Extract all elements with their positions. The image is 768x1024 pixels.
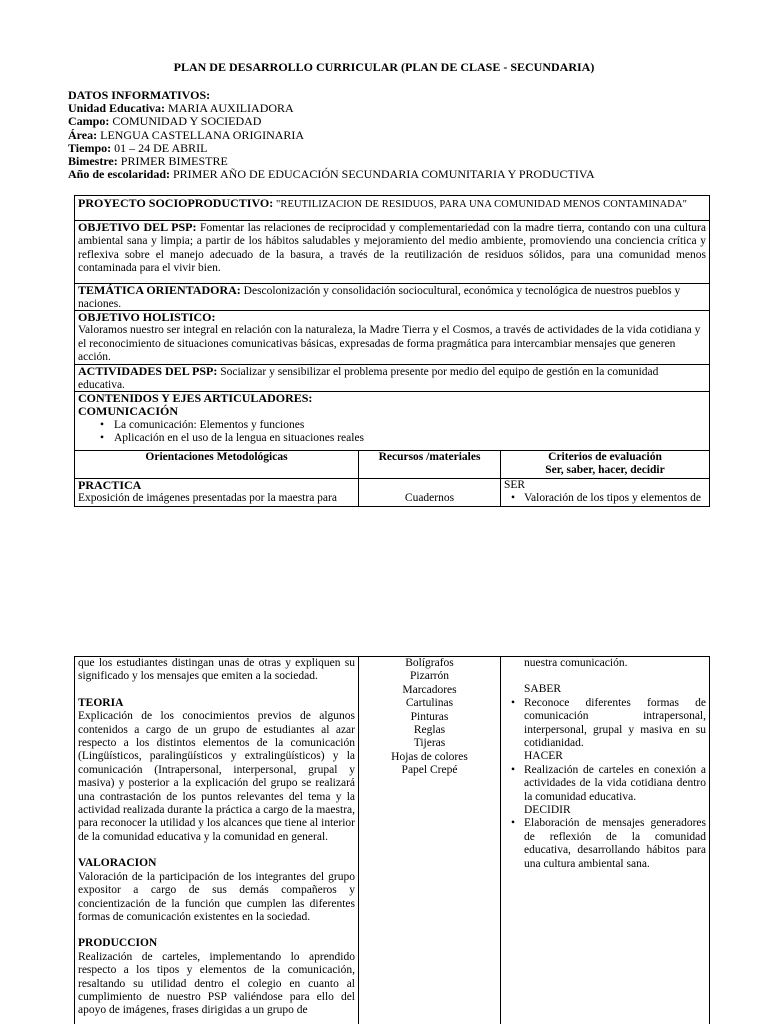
info-bimestre: Bimestre: PRIMER BIMESTRE [68, 154, 228, 169]
list-item: • Elaboración de mensajes generadores de reflexión de la comunidad educativa, desarrollando hábitos para una cultura ambiental sana. [524, 817, 706, 871]
objetivo-psp: OBJETIVO DEL PSP: Fomentar las relaciones de reciprocidad y complementariedad con la madre tierra, contando con una cultura ambiental sana y limpia; a partir de los hábitos saludables y mejoramiento del medio ambiente, promoviendo una conciencia crítica y reflexiva sobre el manejo adecuado de la basura, a través de la reutilización de residuos sólidos, para una comunidad menos contaminada para el vivir bien. [75, 221, 709, 284]
hacer-heading: HACER [524, 750, 563, 763]
info-tiempo: Tiempo: 01 – 24 DE ABRIL [68, 140, 208, 155]
columns-header-row [75, 450, 709, 478]
list-item: Pinturas [410, 710, 449, 723]
criterios-cell: SER • Valoración de los tipos y elementos de [501, 479, 709, 506]
plan-table-page-1 [74, 195, 710, 507]
list-item: • Reconoce diferentes formas de comunicación intrapersonal, interpersonal, grupal y masiva en su cotidianidad. [524, 697, 706, 751]
document-page-2 [0, 652, 768, 1024]
info-campo: Campo: COMUNIDAD Y SOCIEDAD [68, 114, 262, 129]
practica-cell: PRACTICA Exposición de imágenes presentadas por la maestra para [75, 479, 359, 506]
table-row [75, 478, 709, 506]
col-criterios-header: Criterios de evaluación Ser, saber, hacer, decidir [545, 451, 665, 477]
saber-heading: SABER [524, 683, 562, 696]
col-orientaciones-header: Orientaciones Metodológicas [75, 451, 359, 478]
recursos-cell [359, 657, 501, 1024]
info-ano-escolaridad: Año de escolaridad: PRIMER AÑO DE EDUCACIÓN SECUNDARIA COMUNITARIA Y PRODUCTIVA [68, 167, 595, 182]
info-heading: DATOS INFORMATIVOS: [68, 88, 211, 102]
list-item: • Aplicación en el uso de la lengua en situaciones reales [114, 432, 706, 445]
proyecto-socioproductivo: PROYECTO SOCIOPRODUCTIVO: "REUTILIZACION DE RESIDUOS, PARA UNA COMUNIDAD MENOS CONTAMINADA" [75, 196, 709, 221]
list-item: Tijeras [413, 737, 446, 750]
list-item: Reglas [413, 724, 446, 737]
teoria-heading: TEORIA [78, 696, 124, 709]
orientaciones-cell: que los estudiantes distingan unas de otras y expliquen su significado y los mensajes que emiten a la sociedad. TEORIA Explicación de los conocimientos previos de algunos contenidos a cargo de un grupo de estudiantes al azar respecto a los distintos elementos de la comunicación (Lingüísticos, paralingüísticos y extralingüísticos) y la comunicación (Intrapersonal, interpersonal, grupal y masiva) y posterior a la explicación del grupo se realizará una contrastación de los puntos relevantes del tema y la actividad realizada durante la práctica a cargo de la maestra, para reconocer la utilidad y los alcances que tiene al interior de la comunidad educativa y la comunidad en general. VALORACION Valoración de la participación de los integrantes del grupo expositor a cargo de sus demás compañeros y concientización de la función que cumplen las diferentes formas de comunicación existentes en la sociedad. PRODUCCION Realización de carteles, implementando lo aprendido respecto a los tipos y elementos de la comunicación, resaltando su utilidad dentro el colegio en cuanto al cumplimiento de nuestro PSP valiéndose para ello del apoyo de imágenes, frases dirigidas a un grupo de [75, 657, 359, 1024]
objetivo-holistico: OBJETIVO HOLISTICO: Valoramos nuestro ser integral en relación con la naturaleza, la Madre Tierra y el Cosmos, a través de actividades de la vida cotidiana y el reconocimiento de situaciones comunicativas básicas, expresadas de forma pragmática para intercambiar mensajes que generen acción. [75, 311, 709, 365]
info-unidad-educativa: Unidad Educativa: MARIA AUXILIADORA [68, 101, 294, 116]
list-item: • Realización de carteles en conexión a actividades de la vida cotidiana dentro la comunidad educativa. [524, 764, 706, 804]
list-item: • Valoración de los tipos y elementos de [524, 492, 706, 505]
list-item: Pizarrón [410, 670, 449, 683]
plan-table-page-2 [74, 656, 710, 1024]
decidir-heading: DECIDIR [524, 804, 571, 817]
list-item: • La comunicación: Elementos y funciones [114, 419, 706, 432]
criterios-cell: nuestra comunicación. SABER • Reconoce diferentes formas de comunicación intrapersonal, interpersonal, grupal y masiva en su cotidianidad. HACER • Realización de carteles en conexión a actividades de la vida cotidiana dentro la comunidad educativa. DECIDIR • Elaboración de mensajes generadores de reflexión de la comunidad educativa, desarrollando hábitos para una cultura ambiental sana. [501, 657, 709, 1024]
document-title: PLAN DE DESARROLLO CURRICULAR (PLAN DE CLASE - SECUNDARIA) [173, 60, 595, 74]
list-item: Bolígrafos [405, 657, 454, 669]
info-area: Área: LENGUA CASTELLANA ORIGINARIA [68, 127, 305, 142]
tematica-orientadora: TEMÁTICA ORIENTADORA: Descolonización y consolidación sociocultural, económica y tecnológica de nuestros pueblos y naciones. [75, 284, 709, 311]
list-item: Marcadores [402, 683, 457, 696]
list-item: Cartulinas [405, 697, 454, 710]
page-gap [0, 540, 768, 652]
actividades-psp: ACTIVIDADES DEL PSP: Socializar y sensibilizar el problema presente por medio del equipo de gestión en la comunidad educativa. [75, 365, 709, 392]
datos-informativos [68, 89, 728, 181]
contenidos-ejes: CONTENIDOS Y EJES ARTICULADORES: COMUNICACIÓN • La comunicación: Elementos y funciones • Aplicación en el uso de la lengua en situaciones reales [75, 392, 709, 450]
list-item: Papel Crepé [401, 764, 458, 777]
list-item: Hojas de colores [391, 750, 468, 763]
produccion-heading: PRODUCCION [78, 937, 158, 950]
contenidos-list [78, 419, 706, 446]
recurso-cell: Cuadernos [359, 479, 501, 506]
table-row [75, 657, 709, 1024]
col-recursos-header: Recursos /materiales [359, 451, 501, 478]
valoracion-heading: VALORACION [78, 857, 157, 870]
